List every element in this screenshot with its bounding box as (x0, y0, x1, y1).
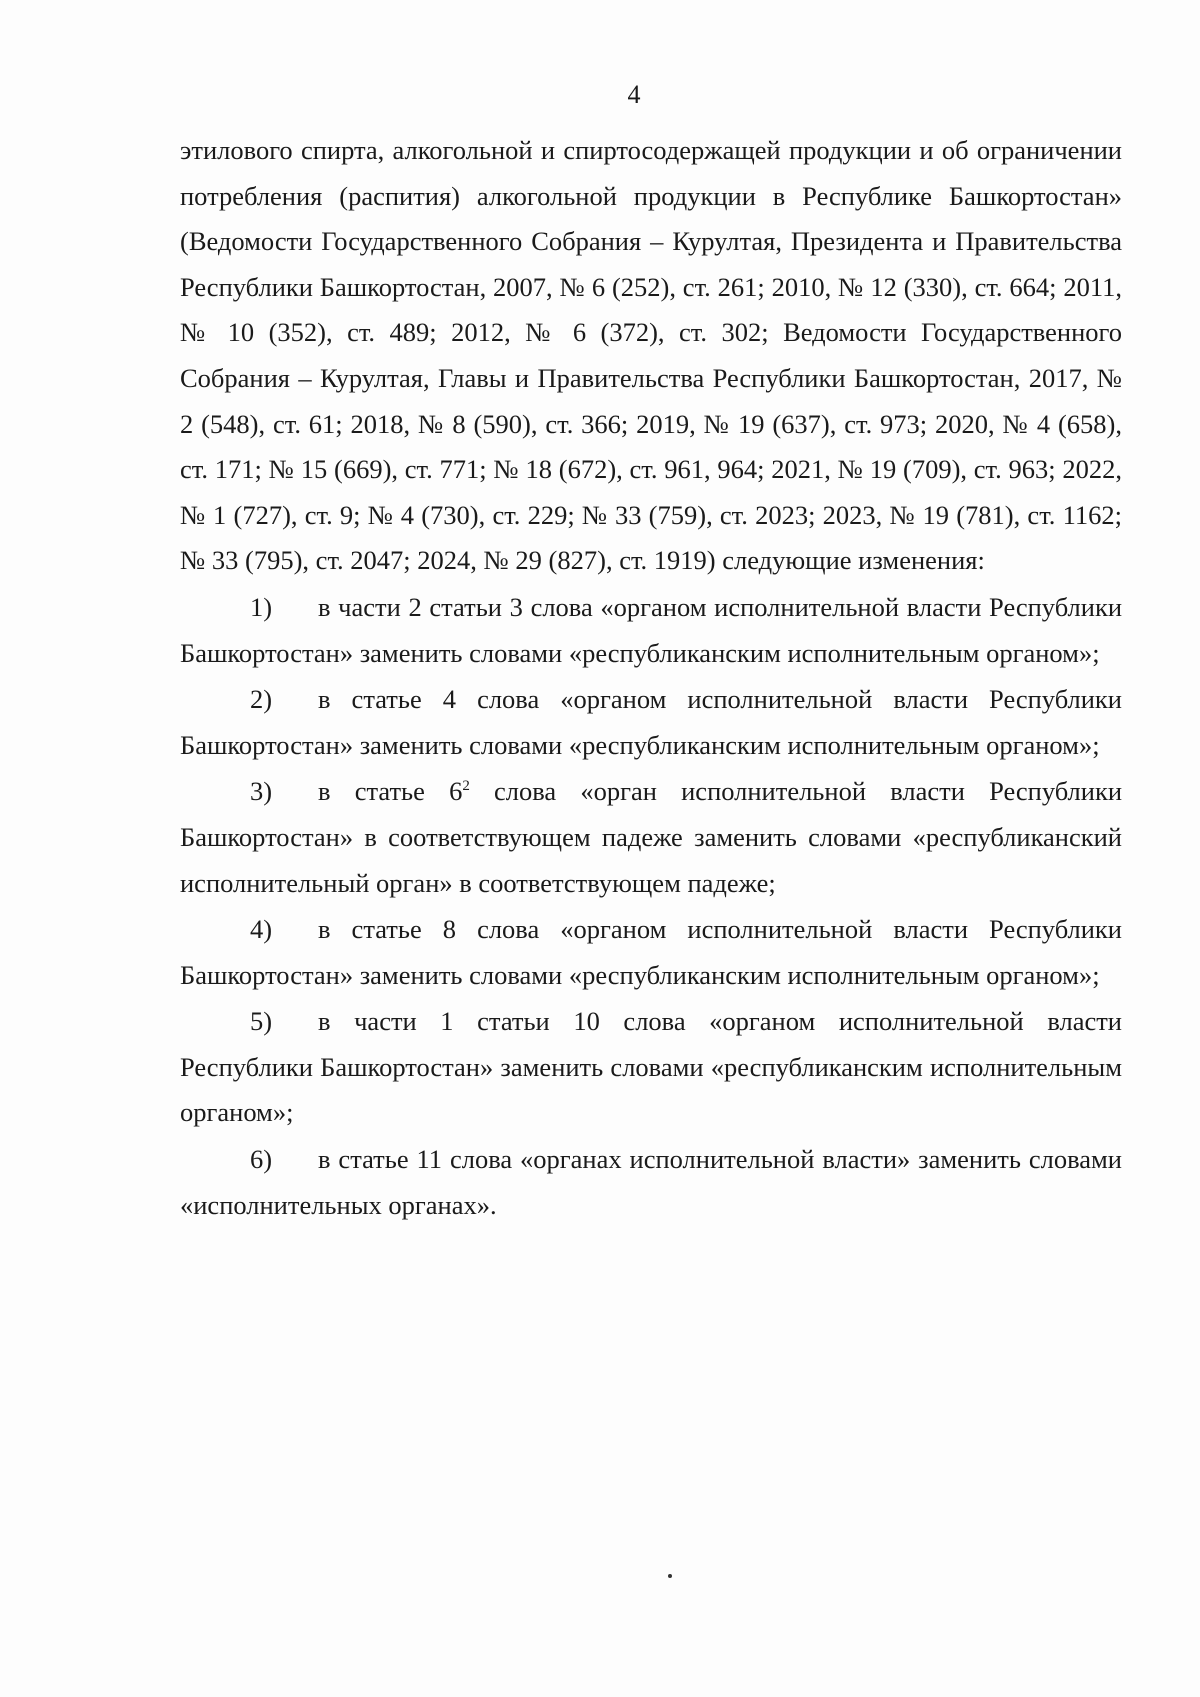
item-text: в части 2 статьи 3 слова «органом исполнительной власти Республики Башкортостан» заменить словами «республиканским исполнительным органом»; (180, 591, 1122, 668)
intro-paragraph: этилового спирта, алкогольной и спиртосодержащей продукции и об ограничении потребления (распития) алкогольной продукции в Республике Башкортостан» (Ведомости Государственного Собрания – Курултая, Президента и Правительства Республики Башкортостан, 2007, № 6 (252), ст. 261; 2010, № 12 (330), ст. 664; 2011, № 10 (352), ст. 489; 2012, № 6 (372), ст. 302; Ведомости Государственного Собрания – Курултая, Главы и Правительства Республики Башкортостан, 2017, № 2 (548), ст. 61; 2018, № 8 (590), ст. 366; 2019, № 19 (637), ст. 973; 2020, № 4 (658), ст. 171; № 15 (669), ст. 771; № 18 (672), ст. 961, 964; 2021, № 19 (709), ст. 963; 2022, № 1 (727), ст. 9; № 4 (730), ст. 229; № 33 (759), ст. 2023; 2023, № 19 (781), ст. 1162; № 33 (795), ст. 2047; 2024, № 29 (827), ст. 1919) следующие изменения: (180, 135, 1122, 576)
item-text: в части 1 статьи 10 слова «органом исполнительной власти Республики Башкортостан» заменить словами «республиканским исполнительным органом»; (180, 1006, 1122, 1128)
item-superscript: 2 (462, 778, 470, 795)
item-number: 1) (250, 591, 273, 622)
item-number: 5) (250, 1006, 273, 1037)
scan-speck (668, 1574, 672, 1578)
page-number: 4 (627, 80, 641, 109)
list-item-3 (180, 769, 1122, 906)
item-text: в статье 4 слова «органом исполнительной власти Республики Башкортостан» заменить словами «республиканским исполнительным органом»; (180, 684, 1122, 760)
list-item-6 (180, 1137, 1122, 1228)
list-item-4 (180, 907, 1122, 998)
item-text: в статье 8 слова «органом исполнительной власти Республики Башкортостан» заменить словами «республиканским исполнительным органом»; (180, 914, 1122, 990)
list-item-2 (180, 677, 1122, 768)
item-text-before: в статье 6 (318, 776, 463, 807)
item-number: 2) (250, 684, 273, 715)
document-body (180, 128, 1122, 1228)
item-text: в статье 11 слова «органах исполнительной власти» заменить словами «исполнительных органах». (180, 1144, 1122, 1220)
item-text-after: слова «орган исполнительной власти Республики Башкортостан» в соответствующем падеже заменить словами «республиканский исполнительный орган» в соответствующем падеже; (180, 776, 1123, 898)
item-number: 6) (250, 1144, 273, 1175)
item-number: 4) (250, 914, 273, 945)
item-number: 3) (250, 776, 273, 807)
list-item-1 (180, 585, 1122, 676)
list-item-5 (180, 999, 1122, 1136)
